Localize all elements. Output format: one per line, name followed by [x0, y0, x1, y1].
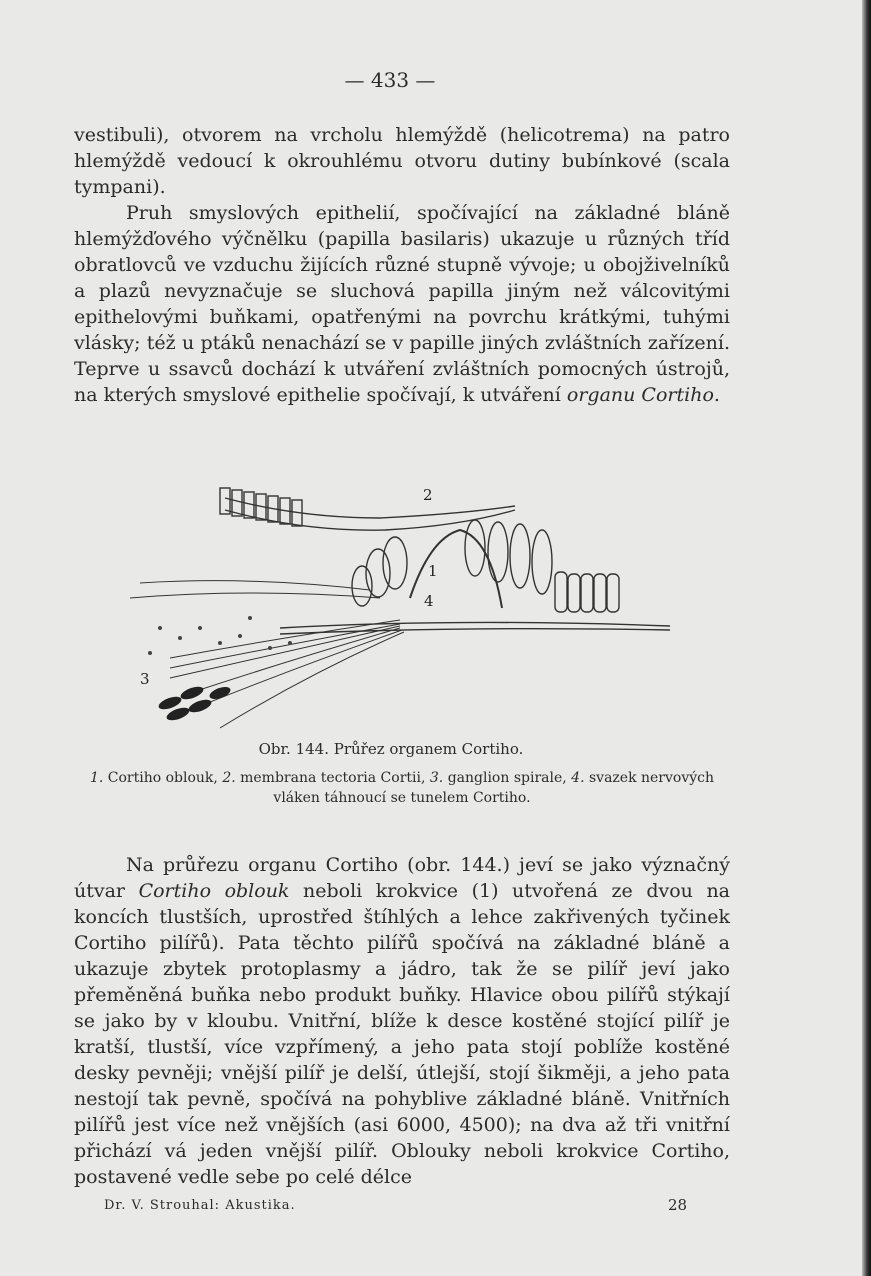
basilar-membrane: [280, 622, 670, 628]
paragraph-corti-arch: [74, 852, 730, 1190]
emphasis-organ-cortiho: organu Cortiho: [566, 384, 714, 406]
legend-num-1: 1.: [89, 770, 104, 786]
figure-label-1: 1: [428, 562, 438, 580]
paragraph-continuation: [74, 122, 730, 200]
figure-caption-title: Obr. 144. Průřez organem Cortiho.: [258, 740, 524, 758]
figure-label-2: 2: [423, 486, 433, 504]
legend-text-3: ganglion spirale,: [447, 770, 572, 786]
support-cells: [555, 572, 619, 612]
figure-legend: [74, 768, 730, 808]
legend-text-1: Cortiho oblouk,: [107, 770, 223, 786]
paragraph-text: Pruh smyslových epithelií, spočívající na základné bláně hlemýžďového výčnělku (papilla basilaris) ukazuje u různých tříd obratlovců ve vzduchu žijících různé stupně vývoje; u obojživelníků a plazů nevyznačuje se sluchová papilla jiným než válcovitými epithelovými buňkami, opatřenými na povrchu krátkými, tuhými vlásky; též u ptáků nenachází se v papille jiných zvláštních zařízení. Teprve u ssavců dochází k utváření zvláštních pomocných ústrojů, na kterých smyslové epithelie spočívají, k utváření: [74, 202, 730, 406]
figure-organ-of-corti: [130, 478, 690, 740]
paragraph-text: Na průřezu organu Cortiho (obr. 144.) jeví se jako význačný útvar: [74, 854, 730, 902]
inner-cells: [352, 537, 407, 606]
paragraph-end: .: [713, 384, 720, 406]
legend-num-2: 2.: [222, 770, 236, 786]
outer-hair-cells: [465, 520, 552, 594]
page-number: — 433 —: [344, 68, 436, 92]
figure-label-4: 4: [424, 592, 434, 610]
footer-author: Dr. V. Strouhal: Akustika.: [104, 1198, 296, 1213]
paragraph-sensory-epithelium: [74, 200, 730, 408]
legend-num-4: 4.: [571, 770, 585, 786]
paragraph-text: neboli krokvice (1) utvořená ze dvou na koncích tlustších, uprostřed štíhlých a lehce zakřivených tyčinek Cortiho pilířů). Pata těchto pilířů spočívá na základné bláně a ukazuje zbytek protoplasmy a jádro, tak že se pilíř jeví jako přeměněná buňka nebo produkt buňky. Hlavice obou pilířů stýkají se jako by v kloubu. Vnitřní, blíže k desce kostěné stojící pilíř je kratší, tlustší, více vzpřímený, a jeho pata stojí poblíže kostěné desky pevněji; vnější pilíř je delší, útlejší, stojí šikměji, a jeho pata nestojí tak pevně, spočívá na pohyblive základné bláně. Vnitřních pilířů jest více než vnějších (asi 6000, 4500); na dva až tři vnitřní přichází vá jeden vnější pilíř. Oblouky neboli krokvice Cortiho, postavené vedle sebe po celé délce: [74, 880, 731, 1188]
paragraph-text: vestibuli), otvorem na vrcholu hlemýždě (helicotrema) na patro hlemýždě vedoucí k okrouhlému otvoru dutiny bubínkové (scala tympani).: [74, 124, 730, 198]
legend-text-2: membrana tectoria Cortii,: [240, 770, 430, 786]
book-spine-edge: [862, 0, 871, 1276]
ganglion-spirale: [157, 684, 232, 723]
emphasis-corti-arch: Cortiho oblouk: [138, 880, 290, 902]
figure-label-3: 3: [140, 670, 150, 688]
legend-num-3: 3.: [429, 770, 444, 786]
footer-signature: 28: [668, 1196, 688, 1214]
legend-text-4: svazek nervových vláken táhnoucí se tunelem Cortiho.: [273, 770, 715, 806]
